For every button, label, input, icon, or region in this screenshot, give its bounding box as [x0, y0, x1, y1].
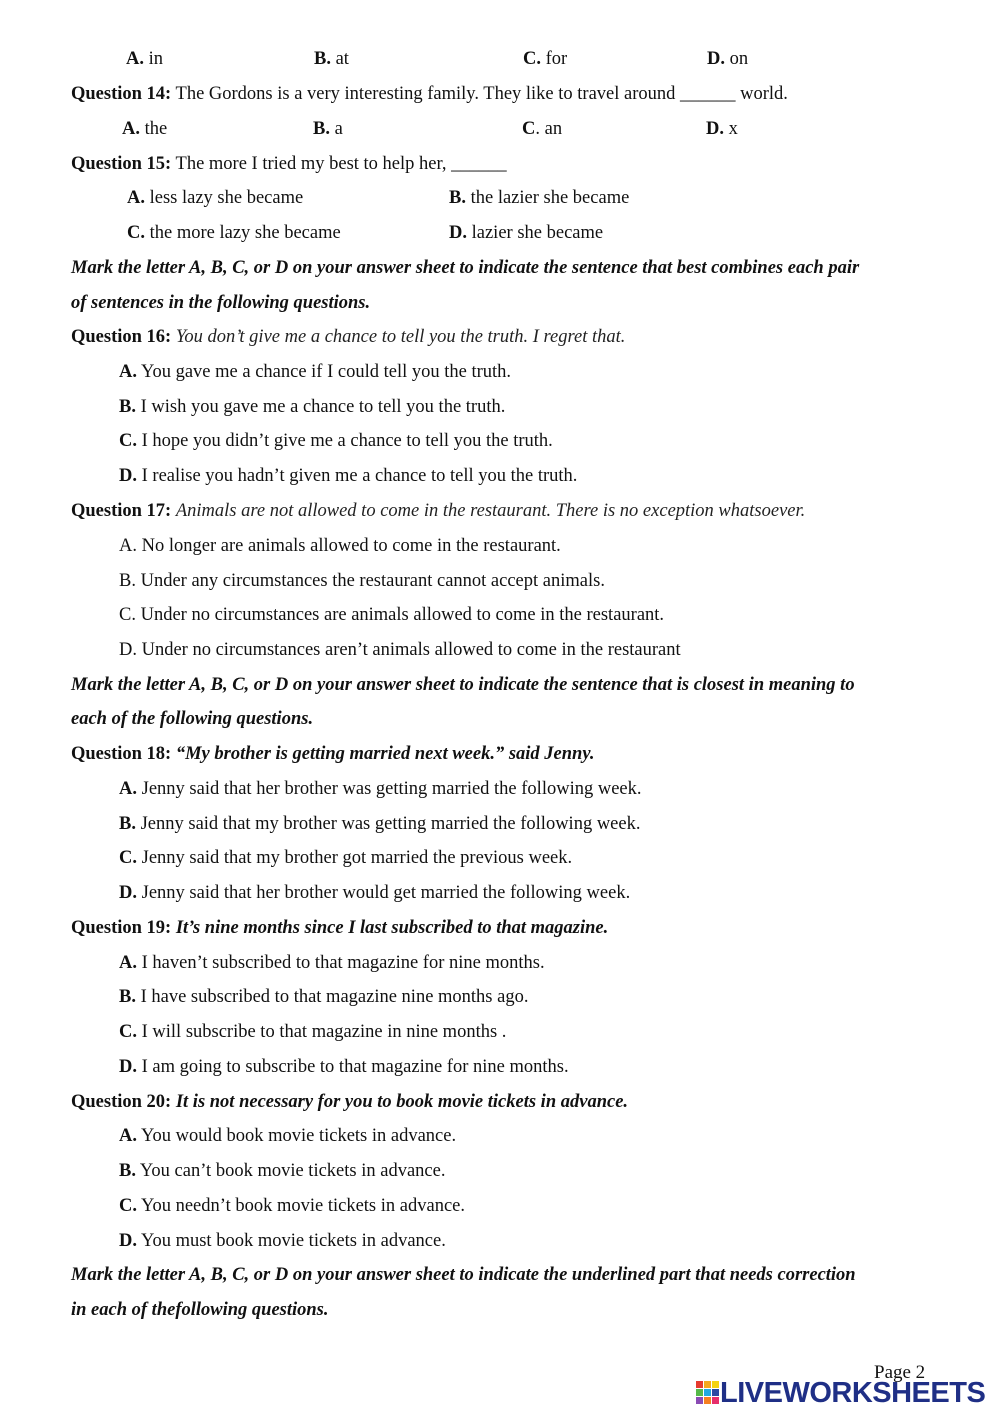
q20-option-d: D. You must book movie tickets in advance.	[119, 1231, 446, 1251]
q16-stem: Question 16: You don’t give me a chance to tell you the truth. I regret that.	[71, 327, 626, 347]
q19-option-d: D. I am going to subscribe to that magazine for nine months.	[119, 1057, 569, 1077]
logo-tile	[696, 1381, 703, 1388]
logo-tile	[696, 1397, 703, 1404]
liveworksheets-logo[interactable]	[696, 1378, 985, 1408]
liveworksheets-logo-icon	[696, 1381, 718, 1405]
q20-stem: Question 20: It is not necessary for you to book movie tickets in advance.	[71, 1092, 629, 1112]
q15-option-b: B. the lazier she became	[449, 188, 630, 208]
q18-option-a: A. Jenny said that her brother was getting married the following week.	[119, 779, 642, 799]
q15-option-d: D. lazier she became	[449, 223, 604, 243]
q20-option-c: C. You needn’t book movie tickets in advance.	[119, 1196, 465, 1216]
q18-option-d: D. Jenny said that her brother would get married the following week.	[119, 883, 631, 903]
instruction-correction-line1: Mark the letter A, B, C, or D on your answer sheet to indicate the underlined part that needs correction	[71, 1265, 856, 1285]
instruction-combine-line2: of sentences in the following questions.	[71, 293, 371, 313]
q16-option-a: A. You gave me a chance if I could tell you the truth.	[119, 362, 512, 382]
q14-stem: Question 14: The Gordons is a very interesting family. They like to travel around ______ world.	[71, 84, 788, 104]
q18-option-c: C. Jenny said that my brother got married the previous week.	[119, 848, 573, 868]
q20-option-b: B. You can’t book movie tickets in advance.	[119, 1161, 446, 1181]
logo-tile	[712, 1389, 719, 1396]
q15-stem: Question 15: The more I tried my best to help her, ______	[71, 154, 507, 174]
q14-option-a: A. the	[122, 119, 168, 139]
q15-option-a: A. less lazy she became	[127, 188, 304, 208]
q16-option-c: C. I hope you didn’t give me a chance to tell you the truth.	[119, 431, 553, 451]
q19-stem: Question 19: It’s nine months since I last subscribed to that magazine.	[71, 918, 609, 938]
q17-stem: Question 17: Animals are not allowed to come in the restaurant. There is no exception whatsoever.	[71, 501, 806, 521]
q17-option-a: A. No longer are animals allowed to come in the restaurant.	[119, 536, 561, 556]
q18-option-b: B. Jenny said that my brother was getting married the following week.	[119, 814, 641, 834]
q16-option-b: B. I wish you gave me a chance to tell you the truth.	[119, 397, 506, 417]
q13-option-d: D. on	[707, 49, 749, 69]
q17-option-b: B. Under any circumstances the restaurant cannot accept animals.	[119, 571, 605, 591]
logo-tile	[704, 1381, 711, 1388]
logo-tile	[712, 1381, 719, 1388]
instruction-correction-line2: in each of thefollowing questions.	[71, 1300, 329, 1320]
q17-option-c: C. Under no circumstances are animals allowed to come in the restaurant.	[119, 605, 665, 625]
logo-tile	[696, 1389, 703, 1396]
liveworksheets-wordmark: LIVEWORKSHEETS	[720, 1377, 986, 1409]
q13-option-b: B. at	[314, 49, 349, 69]
instruction-combine-line1: Mark the letter A, B, C, or D on your answer sheet to indicate the sentence that best combines each pair	[71, 258, 860, 278]
q17-option-d: D. Under no circumstances aren’t animals allowed to come in the restaurant	[119, 640, 681, 660]
q13-option-c: C. for	[523, 49, 568, 69]
q13-option-a: A. in	[126, 49, 164, 69]
logo-tile	[712, 1397, 719, 1404]
q14-option-b: B. a	[313, 119, 343, 139]
q19-option-b: B. I have subscribed to that magazine nine months ago.	[119, 987, 529, 1007]
q15-option-c: C. the more lazy she became	[127, 223, 341, 243]
q19-option-c: C. I will subscribe to that magazine in nine months .	[119, 1022, 507, 1042]
q14-option-c: C. an	[522, 119, 563, 139]
logo-tile	[704, 1389, 711, 1396]
q19-option-a: A. I haven’t subscribed to that magazine for nine months.	[119, 953, 545, 973]
instruction-closest-line1: Mark the letter A, B, C, or D on your answer sheet to indicate the sentence that is closest in meaning to	[71, 675, 855, 695]
logo-tile	[704, 1397, 711, 1404]
page-number: Page 2	[874, 1362, 926, 1383]
q16-option-d: D. I realise you hadn’t given me a chance to tell you the truth.	[119, 466, 578, 486]
instruction-closest-line2: each of the following questions.	[71, 709, 314, 729]
q14-option-d: D. x	[706, 119, 738, 139]
q20-option-a: A. You would book movie tickets in advance.	[119, 1126, 457, 1146]
q18-stem: Question 18: “My brother is getting married next week.” said Jenny.	[71, 744, 595, 764]
